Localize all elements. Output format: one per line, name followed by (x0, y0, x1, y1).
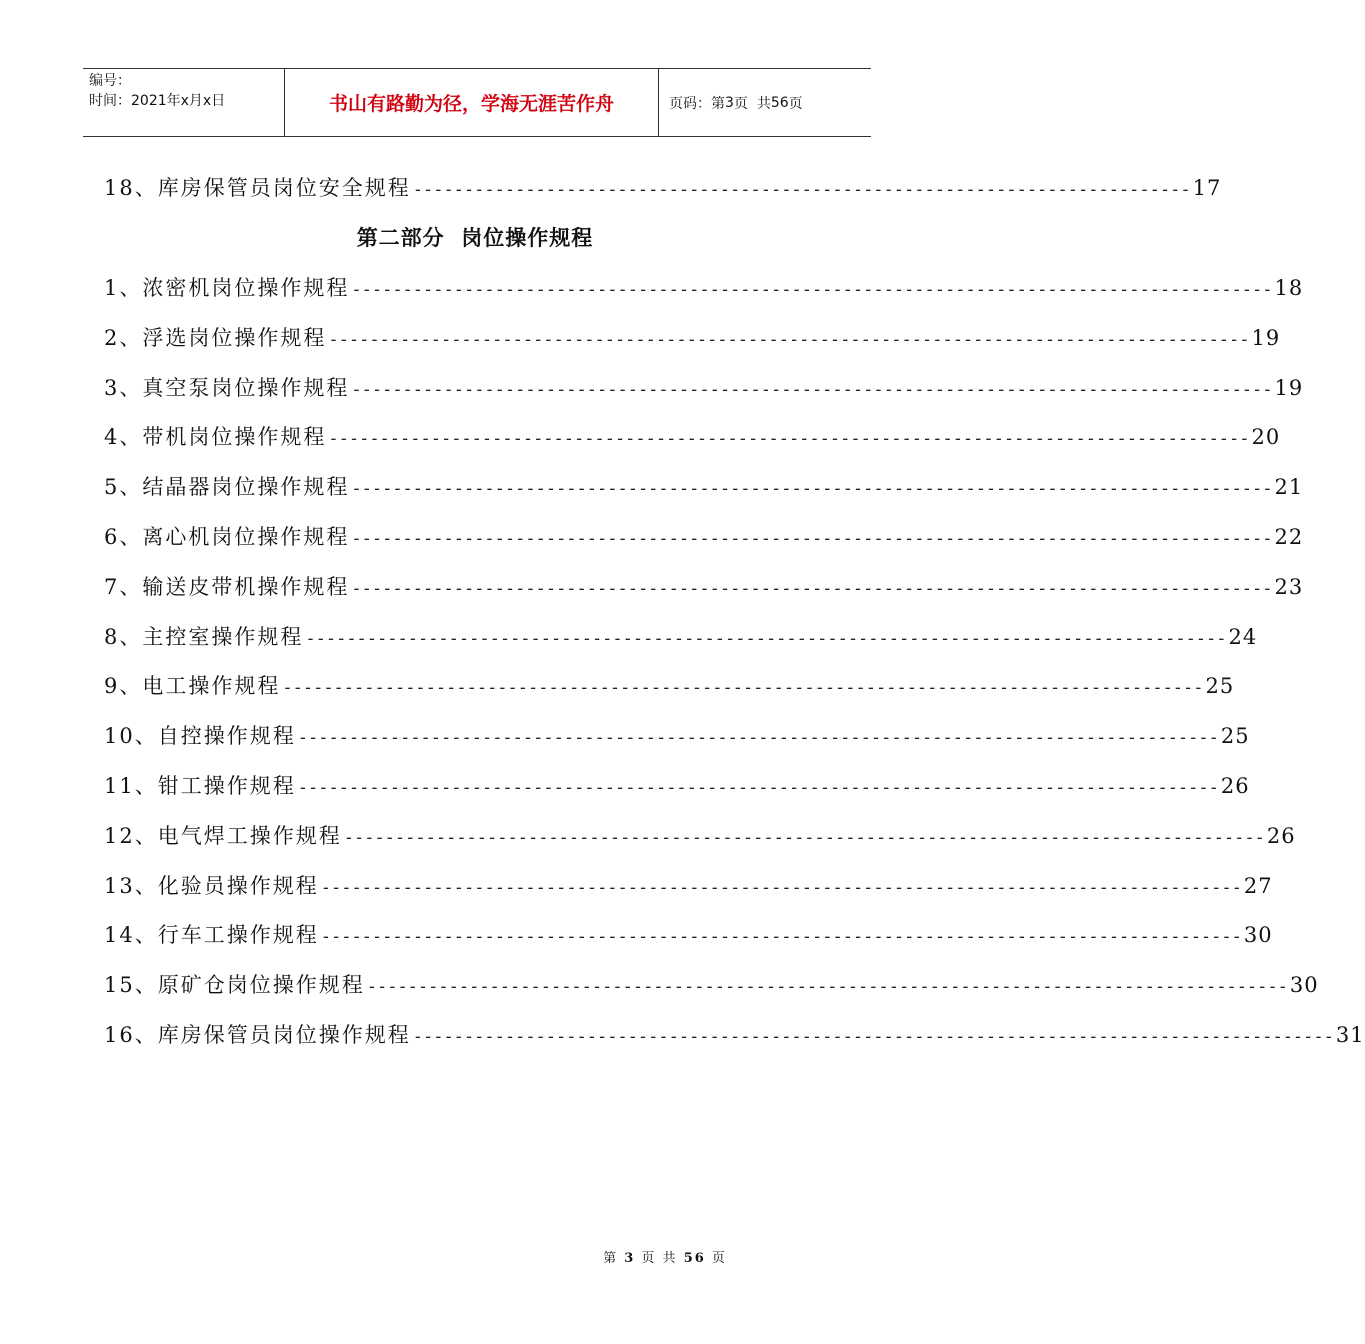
toc-entry-label: 7、输送皮带机操作规程 (104, 575, 350, 599)
toc-leader: ------------------------------------------------------------------------------------------ (351, 529, 1273, 549)
toc-leader: ------------------------------------------------------------------------------------------ (343, 828, 1265, 848)
toc-entry-page: 31 (1335, 1023, 1365, 1047)
time-label: 时间：2021年x月x日 (89, 93, 226, 109)
toc-entry-label: 10、自控操作规程 (104, 724, 296, 748)
toc-entry-label: 5、结晶器岗位操作规程 (104, 475, 350, 499)
toc-entry (104, 272, 1304, 302)
toc-entry (104, 720, 1250, 750)
footer-current: 3 (624, 1251, 636, 1266)
toc-entry-label: 12、电气焊工操作规程 (104, 824, 342, 848)
toc-leader: ------------------------------------------------------------------------------------------ (297, 728, 1219, 748)
toc-entry (104, 471, 1304, 501)
toc-entry-label: 13、化验员操作规程 (104, 874, 319, 898)
toc-entry-label: 15、原矿仓岗位操作规程 (104, 973, 365, 997)
toc-entry (104, 770, 1250, 800)
toc-leader: ------------------------------------------------------------------------------------------ (320, 878, 1242, 898)
toc-entry (104, 372, 1304, 402)
page-info-suffix: 页 (788, 95, 803, 112)
footer-prefix: 第 (603, 1251, 619, 1266)
toc-entry-page: 30 (1243, 923, 1273, 947)
page-info-current: 3 (725, 94, 734, 111)
toc-entry-label: 9、电工操作规程 (104, 674, 281, 698)
toc-entry (104, 1019, 1365, 1049)
toc-leader: ------------------------------------------------------------------------------------------ (351, 579, 1273, 599)
header-meta (83, 69, 285, 136)
toc-entry-page: 23 (1274, 575, 1304, 599)
toc-entry (104, 870, 1273, 900)
toc-leader: ------------------------------------------------------------------------------------------ (305, 629, 1227, 649)
toc-leader: ------------------------------------------------------------------------------------------ (351, 280, 1273, 300)
toc-entry (104, 621, 1258, 651)
section-title: 第二部分 岗位操作规程 (356, 226, 594, 250)
page-info-total: 56 (770, 94, 789, 111)
footer-suffix: 页 (711, 1251, 727, 1266)
toc-entry-page: 26 (1220, 774, 1250, 798)
toc-entry-label: 1、浓密机岗位操作规程 (104, 276, 350, 300)
toc-entry-label: 3、真空泵岗位操作规程 (104, 376, 350, 400)
page-header (83, 68, 871, 137)
toc-entry-page: 26 (1266, 824, 1296, 848)
toc-entry-label: 14、行车工操作规程 (104, 923, 319, 947)
toc-entry (104, 820, 1296, 850)
toc-entry-label: 11、钳工操作规程 (104, 774, 296, 798)
toc-leader: ------------------------------------------------------------------------------------------ (320, 927, 1242, 947)
toc-leader: ------------------------------------------------------------------------------------------ (351, 380, 1273, 400)
toc-entry-label: 6、离心机岗位操作规程 (104, 525, 350, 549)
toc-entry (104, 919, 1273, 949)
page-info-prefix: 页码：第 (669, 95, 725, 112)
toc-entry (104, 521, 1304, 551)
toc-entry-page: 27 (1243, 874, 1273, 898)
page-footer (0, 1247, 950, 1266)
toc-entry-label: 18、库房保管员岗位安全规程 (104, 176, 411, 200)
toc-entry-label: 16、库房保管员岗位操作规程 (104, 1023, 411, 1047)
toc-entry-page: 17 (1192, 176, 1222, 200)
toc-leader: ------------------------------------------------------------------------------------------ (282, 678, 1204, 698)
toc-leader: ------------------------------------------------------------------------------------------ (328, 330, 1250, 350)
toc-entry (104, 322, 1281, 352)
toc-entry-page: 19 (1251, 326, 1281, 350)
page-info-mid: 页 共 (733, 95, 771, 112)
toc-entry (104, 670, 1235, 700)
toc-entry (104, 421, 1281, 451)
toc-entry (104, 172, 1222, 202)
header-motto: 书山有路勤为径，学海无涯苦作舟 (285, 69, 659, 136)
toc-entry-page: 24 (1228, 625, 1258, 649)
toc-entry-page: 21 (1274, 475, 1304, 499)
toc-leader: ------------------------------------------------------------------------------------------ (351, 479, 1273, 499)
toc-leader: ------------------------------------------------------------------------------------------ (328, 429, 1250, 449)
toc-entry-page: 19 (1274, 376, 1304, 400)
header-page-info (659, 69, 871, 136)
toc-leader: ------------------------------------------------------------------------------------------ (366, 977, 1288, 997)
toc-entry-label: 4、带机岗位操作规程 (104, 425, 327, 449)
toc-entry-label: 8、主控室操作规程 (104, 625, 304, 649)
toc-leader: ------------------------------------------------------------------------------------------ (412, 1027, 1334, 1047)
toc-leader: ---------------------------------------------------------------------------- (412, 180, 1191, 200)
toc-entry (104, 571, 1304, 601)
toc-entry-page: 25 (1205, 674, 1235, 698)
footer-mid: 页 共 (641, 1251, 678, 1266)
toc-leader: ------------------------------------------------------------------------------------------ (297, 778, 1219, 798)
toc-entry-page: 20 (1251, 425, 1281, 449)
toc-entry (104, 969, 1319, 999)
toc-entry-label: 2、浮选岗位操作规程 (104, 326, 327, 350)
serial-label: 编号： (89, 73, 131, 89)
toc-entry-page: 25 (1220, 724, 1250, 748)
footer-total: 56 (683, 1251, 706, 1266)
toc-entry-page: 30 (1289, 973, 1319, 997)
toc-entry-page: 18 (1274, 276, 1304, 300)
toc-entry-page: 22 (1274, 525, 1304, 549)
